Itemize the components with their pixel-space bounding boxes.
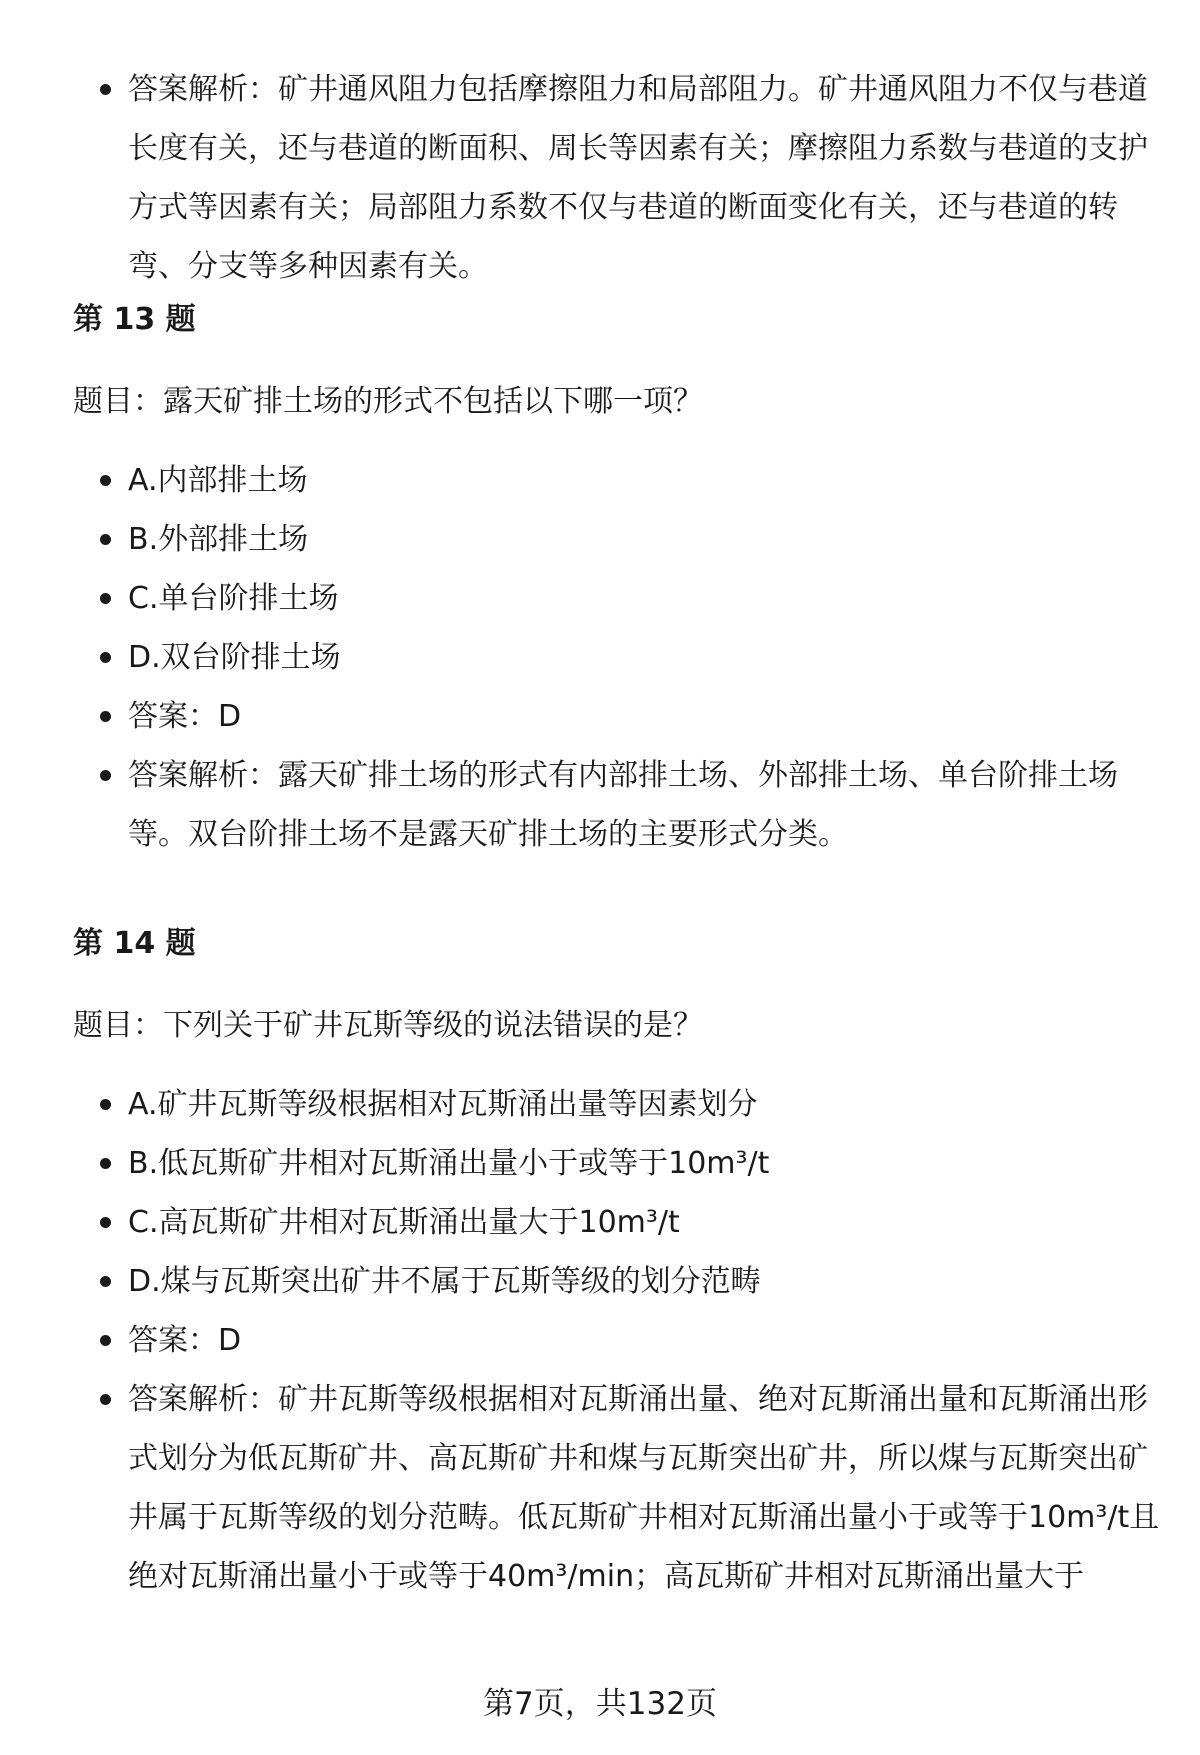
bullet-dot (100, 84, 111, 95)
bullet-dot (100, 770, 111, 781)
option-text: D.煤与瓦斯突出矿井不属于瓦斯等级的划分范畴 (128, 1264, 761, 1299)
bullet-dot (100, 1335, 111, 1346)
option-item (0, 1075, 1200, 1134)
option-item (0, 569, 1200, 628)
answer-item (0, 687, 1200, 746)
option-text: A.内部排土场 (128, 463, 308, 498)
analysis-item (0, 1370, 1200, 1606)
answer-text: 答案：D (128, 1323, 242, 1358)
option-text: B.低瓦斯矿井相对瓦斯涌出量小于或等于10m³/t (128, 1146, 770, 1181)
prev-question-list (0, 60, 1200, 296)
analysis-text: 答案解析：矿井瓦斯等级根据相对瓦斯涌出量、绝对瓦斯涌出量和瓦斯涌出形式划分为低瓦斯矿井、高瓦斯矿井和煤与瓦斯突出矿井，所以煤与瓦斯突出矿井属于瓦斯等级的划分范畴。低瓦斯矿井相对瓦斯涌出量小于或等于10m³/t且绝对瓦斯涌出量小于或等于40m³/min；高瓦斯矿井相对瓦斯涌出量大于 (128, 1382, 1160, 1594)
option-item (0, 1252, 1200, 1311)
bullet-dot (100, 593, 111, 604)
option-item (0, 628, 1200, 687)
option-item (0, 451, 1200, 510)
option-item (0, 1193, 1200, 1252)
prev-question-block (0, 60, 1200, 296)
answer-text: 答案：D (128, 699, 242, 734)
question-14-stem: 题目：下列关于矿井瓦斯等级的说法错误的是？ (73, 1008, 703, 1043)
analysis-text: 答案解析：矿井通风阻力包括摩擦阻力和局部阻力。矿井通风阻力不仅与巷道长度有关，还与巷道的断面积、周长等因素有关；摩擦阻力系数与巷道的支护方式等因素有关；局部阻力系数不仅与巷道的断面变化有关，还与巷道的转弯、分支等多种因素有关。 (128, 72, 1148, 284)
question-14-block (0, 1075, 1200, 1606)
option-item (0, 510, 1200, 569)
question-13-heading: 第 13 题 (73, 302, 196, 337)
bullet-dot (100, 1394, 111, 1405)
list-item-analysis (0, 60, 1200, 296)
option-text: B.外部排土场 (128, 522, 309, 557)
analysis-item (0, 746, 1200, 864)
option-item (0, 1134, 1200, 1193)
question-13-stem: 题目：露天矿排土场的形式不包括以下哪一项？ (73, 384, 703, 419)
page-footer (0, 1684, 1200, 1724)
option-text: C.单台阶排土场 (128, 581, 339, 616)
bullet-dot (100, 652, 111, 663)
question-14-heading: 第 14 题 (73, 926, 196, 961)
bullet-dot (100, 711, 111, 722)
answer-item (0, 1311, 1200, 1370)
question-13-options (0, 451, 1200, 864)
bullet-dot (100, 1158, 111, 1169)
question-13-block (0, 451, 1200, 864)
option-text: D.双台阶排土场 (128, 640, 341, 675)
bullet-dot (100, 475, 111, 486)
page-number-label: 第7页，共132页 (483, 1686, 717, 1722)
bullet-dot (100, 1276, 111, 1287)
option-text: C.高瓦斯矿井相对瓦斯涌出量大于10m³/t (128, 1205, 680, 1240)
bullet-dot (100, 1099, 111, 1110)
analysis-text: 答案解析：露天矿排土场的形式有内部排土场、外部排土场、单台阶排土场等。双台阶排土场不是露天矿排土场的主要形式分类。 (128, 758, 1118, 852)
option-text: A.矿井瓦斯等级根据相对瓦斯涌出量等因素划分 (128, 1087, 758, 1122)
bullet-dot (100, 1217, 111, 1228)
bullet-dot (100, 534, 111, 545)
question-14-options (0, 1075, 1200, 1606)
